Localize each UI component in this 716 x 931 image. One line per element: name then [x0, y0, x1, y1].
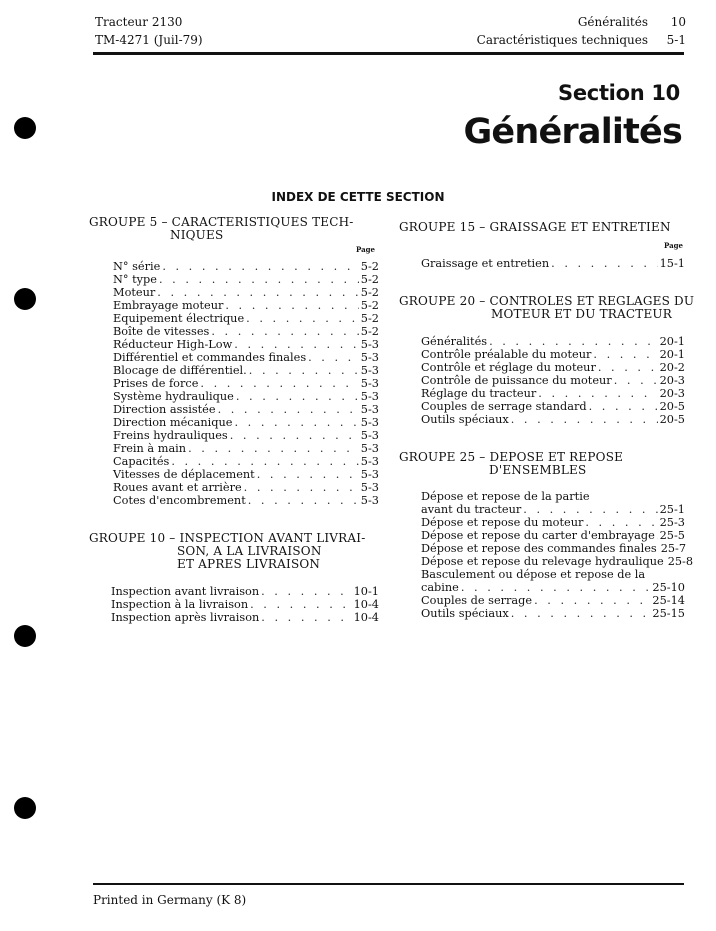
toc-entry-page: 20-3	[659, 387, 685, 400]
group-5-list	[113, 260, 379, 507]
toc-entry-label: Outils spéciaux	[421, 607, 509, 620]
dot-leader	[511, 413, 658, 426]
header-group-name: Caractéristiques techniques	[476, 33, 648, 47]
toc-entry-page: 5-2	[360, 286, 379, 299]
dot-leader	[171, 455, 358, 468]
dot-leader	[200, 377, 358, 390]
toc-entry-label: Couples de serrage standard	[421, 400, 587, 413]
toc-entry	[113, 481, 379, 494]
toc-entry	[113, 494, 379, 507]
toc-entry-label: Dépose et repose des commandes finales	[421, 542, 657, 555]
toc-entry-label: Cotes d'encombrement	[113, 494, 246, 507]
toc-entry-page: 25-10	[652, 581, 685, 594]
toc-entry-label: Equipement électrique	[113, 312, 245, 325]
toc-entry-page: 20-3	[659, 374, 685, 387]
toc-entry-label: Dépose et repose de la partie	[421, 490, 590, 503]
toc-entry	[113, 364, 379, 377]
toc-entry	[113, 429, 379, 442]
dot-leader	[523, 503, 657, 516]
toc-entry-label: Système hydraulique	[113, 390, 234, 403]
toc-entry-page: 5-3	[360, 416, 379, 429]
toc-entry-page: 20-1	[659, 335, 685, 348]
toc-entry-label: Dépose et repose du relevage hydraulique	[421, 555, 664, 568]
toc-entry-label: Vitesses de déplacement	[113, 468, 255, 481]
toc-entry-label: Blocage de différentiel.	[113, 364, 247, 377]
toc-entry-page: 5-2	[360, 299, 379, 312]
binder-hole-4	[14, 797, 36, 819]
toc-entry	[111, 611, 379, 624]
toc-entry-page: 25-7	[660, 542, 687, 555]
dot-leader	[230, 429, 359, 442]
dot-leader	[461, 581, 651, 594]
group-15-list	[421, 257, 685, 270]
page-column-label-right: Page	[664, 241, 683, 250]
toc-entry	[113, 286, 379, 299]
header-rule	[93, 52, 684, 55]
toc-entry-page: 15-1	[659, 257, 685, 270]
binder-hole-3	[14, 625, 36, 647]
binder-hole-2	[14, 288, 36, 310]
toc-entry-page: 20-1	[659, 348, 685, 361]
toc-entry-page: 5-2	[360, 312, 379, 325]
dot-leader	[218, 403, 359, 416]
toc-entry-page: 5-3	[360, 468, 379, 481]
footer-rule	[93, 883, 684, 885]
footer-print-note: Printed in Germany (K 8)	[93, 893, 247, 907]
toc-entry-page: 5-3	[360, 338, 379, 351]
toc-entry	[421, 257, 685, 270]
dot-leader	[593, 348, 657, 361]
toc-entry	[113, 299, 379, 312]
toc-entry	[421, 607, 685, 620]
toc-entry	[111, 585, 379, 598]
toc-entry-page: 20-5	[659, 413, 685, 426]
toc-entry-page: 5-3	[360, 494, 379, 507]
dot-leader	[538, 387, 657, 400]
toc-entry-label: Roues avant et arrière	[113, 481, 242, 494]
page-column-label: Page	[356, 245, 375, 254]
toc-entry-label: Graissage et entretien	[421, 257, 550, 270]
dot-leader	[236, 390, 359, 403]
dot-leader	[585, 516, 657, 529]
dot-leader	[308, 351, 359, 364]
toc-entry-page: 25-15	[652, 607, 685, 620]
toc-entry	[421, 400, 685, 413]
toc-entry-label: Direction mécanique	[113, 416, 233, 429]
group-25-title: GROUPE 25 – DEPOSE ET REPOSE D'ENSEMBLES	[399, 450, 624, 477]
toc-entry-label: Réglage du tracteur	[421, 387, 537, 400]
dot-leader	[589, 400, 658, 413]
binder-hole-1	[14, 117, 36, 139]
dot-leader	[261, 611, 351, 624]
toc-entry	[113, 325, 379, 338]
toc-entry-label: Capacités	[113, 455, 170, 468]
toc-entry-page: 5-3	[360, 351, 379, 364]
toc-entry	[113, 312, 379, 325]
dot-leader	[157, 286, 359, 299]
header-left	[95, 13, 203, 49]
section-number: Section 10	[558, 81, 680, 105]
toc-entry	[111, 598, 379, 611]
toc-entry	[421, 335, 685, 348]
section-title: Généralités	[463, 112, 682, 152]
toc-entry-page: 10-4	[353, 598, 379, 611]
toc-entry	[421, 348, 685, 361]
dot-leader	[614, 374, 658, 387]
header-right	[477, 13, 686, 49]
dot-leader	[257, 468, 359, 481]
toc-entry	[113, 351, 379, 364]
toc-entry	[113, 273, 379, 286]
toc-entry-label: Basculement ou dépose et repose de la	[421, 568, 646, 581]
dot-leader	[159, 273, 359, 286]
dot-leader	[234, 416, 358, 429]
toc-entry-label: Boîte de vitesses	[113, 325, 210, 338]
toc-entry-label: N° type	[113, 273, 157, 286]
toc-entry	[421, 555, 694, 568]
toc-entry	[113, 455, 379, 468]
group-15-title: GROUPE 15 – GRAISSAGE ET ENTRETIEN	[399, 220, 671, 234]
group-5-title: GROUPE 5 – CARACTERISTIQUES TECH- NIQUES	[89, 215, 354, 242]
toc-entry-label: Dépose et repose du moteur	[421, 516, 584, 529]
toc-entry-label: Contrôle de puissance du moteur	[421, 374, 612, 387]
toc-entry-label: Contrôle et réglage du moteur	[421, 361, 596, 374]
group-10-list	[111, 585, 379, 624]
header-section-name: Généralités	[577, 15, 648, 29]
dot-leader	[534, 594, 650, 607]
toc-entry	[421, 568, 685, 581]
toc-entry-page: 5-2	[360, 260, 379, 273]
index-title: INDEX DE CETTE SECTION	[271, 190, 445, 204]
group-20-list	[421, 335, 685, 426]
dot-leader	[261, 585, 352, 598]
header-model: Tracteur 2130	[95, 15, 183, 29]
toc-entry-label: Prises de force	[113, 377, 199, 390]
toc-entry-page: 5-3	[360, 377, 379, 390]
dot-leader	[225, 299, 358, 312]
toc-entry-page: 5-2	[360, 325, 379, 338]
toc-entry-page: 5-3	[360, 481, 379, 494]
toc-entry	[113, 377, 379, 390]
toc-entry	[113, 416, 379, 429]
toc-entry-label: N° série	[113, 260, 161, 273]
toc-entry-page: 5-3	[360, 429, 379, 442]
dot-leader	[211, 325, 358, 338]
toc-entry-label: Généralités	[421, 335, 488, 348]
toc-entry	[421, 490, 685, 503]
toc-entry-page: 10-1	[353, 585, 379, 598]
header-page-num: 5-1	[666, 33, 686, 47]
toc-entry	[421, 529, 685, 542]
toc-entry-page: 10-4	[353, 611, 379, 624]
toc-entry	[421, 361, 685, 374]
toc-entry-page: 25-5	[659, 529, 685, 542]
toc-entry	[113, 442, 379, 455]
toc-entry	[421, 594, 685, 607]
toc-entry-page: 20-5	[659, 400, 685, 413]
toc-entry-page: 5-3	[360, 403, 379, 416]
toc-entry-page: 5-3	[360, 442, 379, 455]
header-manual-code: TM-4271 (Juil-79)	[95, 33, 203, 47]
toc-entry	[113, 403, 379, 416]
toc-entry-page: 25-1	[659, 503, 685, 516]
toc-entry-page: 5-2	[360, 273, 379, 286]
toc-entry-label: Direction assistée	[113, 403, 216, 416]
dot-leader	[244, 481, 359, 494]
dot-leader	[188, 442, 359, 455]
toc-entry	[421, 542, 685, 555]
toc-entry-label: Dépose et repose du carter d'embrayage	[421, 529, 655, 542]
dot-leader	[598, 361, 658, 374]
toc-entry-label: Freins hydrauliques	[113, 429, 228, 442]
toc-entry-label: Outils spéciaux	[421, 413, 509, 426]
toc-entry-label: Différentiel et commandes finales	[113, 351, 307, 364]
dot-leader	[489, 335, 658, 348]
toc-entry-label: Contrôle préalable du moteur	[421, 348, 592, 361]
toc-entry-label: Moteur	[113, 286, 156, 299]
toc-entry-label: avant du tracteur	[421, 503, 522, 516]
dot-leader	[657, 529, 658, 542]
toc-entry-label: Frein à main	[113, 442, 187, 455]
toc-entry	[421, 387, 685, 400]
toc-entry-page: 25-8	[667, 555, 694, 568]
dot-leader	[234, 338, 359, 351]
toc-entry-label: Embrayage moteur	[113, 299, 224, 312]
toc-entry-label: Inspection à la livraison	[111, 598, 249, 611]
dot-leader	[162, 260, 358, 273]
group-25-list	[421, 490, 694, 620]
toc-entry-page: 25-14	[652, 594, 685, 607]
toc-entry-page: 5-3	[360, 364, 379, 377]
toc-entry	[113, 468, 379, 481]
toc-entry	[421, 581, 685, 594]
toc-entry	[113, 260, 379, 273]
toc-entry-page: 5-3	[360, 455, 379, 468]
toc-entry-page: 25-3	[659, 516, 685, 529]
toc-entry-label: Inspection après livraison	[111, 611, 260, 624]
dot-leader	[249, 364, 359, 377]
toc-entry	[421, 413, 685, 426]
toc-entry-label: Réducteur High-Low	[113, 338, 233, 351]
toc-entry-label: Inspection avant livraison	[111, 585, 260, 598]
toc-entry	[421, 516, 685, 529]
toc-entry	[421, 374, 685, 387]
dot-leader	[551, 257, 657, 270]
toc-entry-label: Couples de serrage	[421, 594, 533, 607]
header-section-num: 10	[670, 15, 686, 29]
toc-entry	[113, 338, 379, 351]
toc-entry-label: cabine	[421, 581, 459, 594]
group-20-title: GROUPE 20 – CONTROLES ET REGLAGES DU MOTEUR ET DU TRACTEUR	[399, 294, 695, 321]
toc-entry-page: 20-2	[659, 361, 685, 374]
dot-leader	[248, 494, 359, 507]
group-10-title: GROUPE 10 – INSPECTION AVANT LIVRAI- SON, A LA LIVRAISON ET APRES LIVRAISON	[89, 531, 366, 571]
toc-entry	[421, 503, 685, 516]
dot-leader	[246, 312, 359, 325]
dot-leader	[511, 607, 651, 620]
dot-leader	[250, 598, 352, 611]
toc-entry	[113, 390, 379, 403]
toc-entry-page: 5-3	[360, 390, 379, 403]
